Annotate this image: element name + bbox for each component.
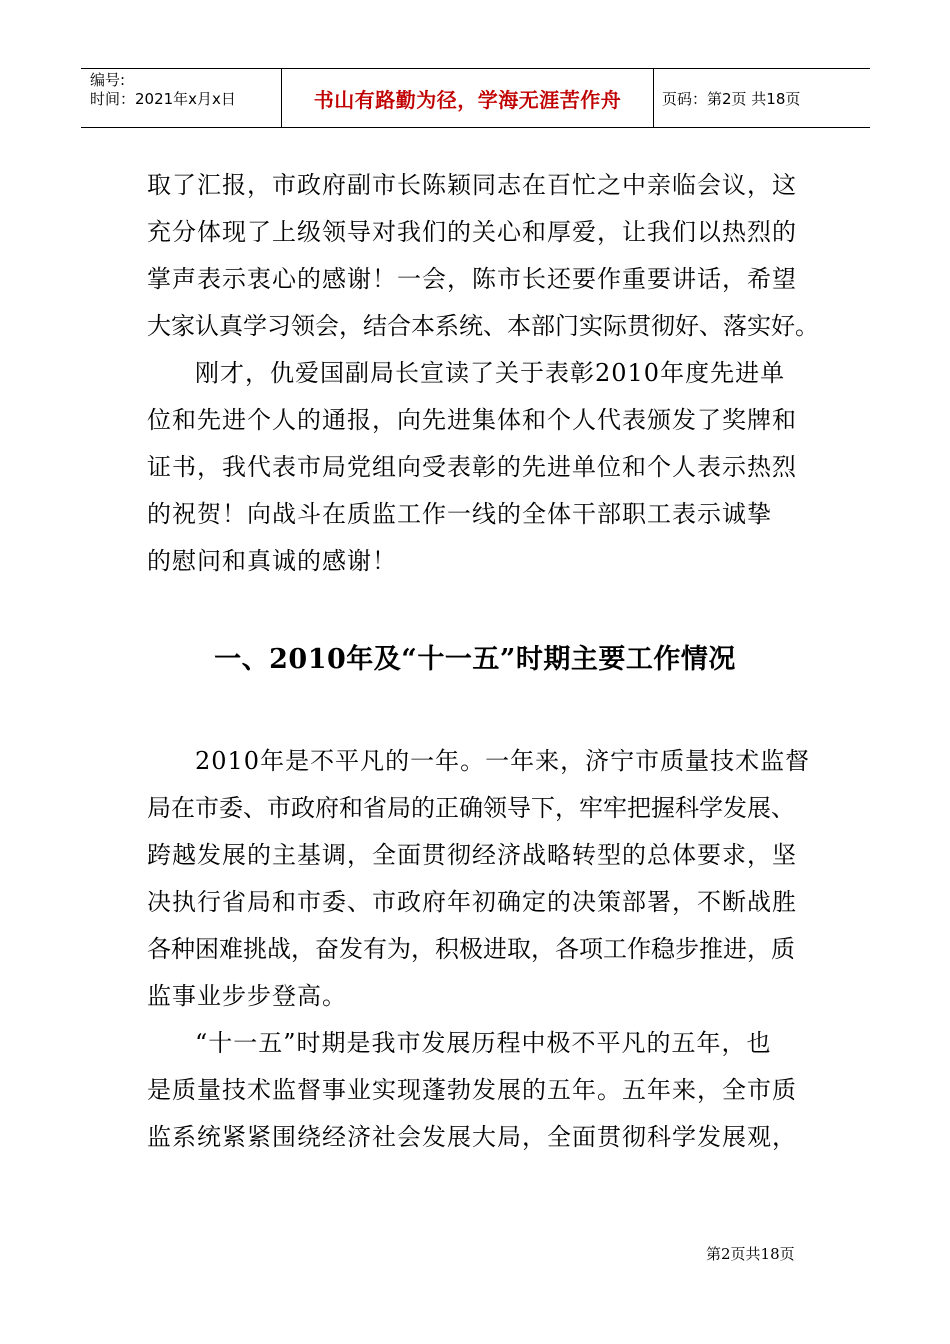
body-line: 证书，我代表市局党组向受表彰的先进单位和个人表示热烈 — [147, 453, 797, 481]
body-line: “十一五”时期是我市发展历程中极不平凡的五年，也 — [195, 1029, 772, 1057]
body-line: 是质量技术监督事业实现蓬勃发展的五年。五年来，全市质 — [147, 1076, 797, 1104]
body-line: 的慰问和真诚的感谢！ — [147, 547, 397, 575]
page-header-table — [81, 68, 870, 128]
header-info-cell — [81, 69, 282, 127]
body-line: 取了汇报，市政府副市长陈颖同志在百忙之中亲临会议，这 — [147, 171, 797, 199]
header-page-info: 页码：第2页 共18页 — [662, 89, 801, 108]
header-page-cell — [654, 69, 870, 127]
document-number-label: 编号: — [90, 71, 126, 89]
body-line: 充分体现了上级领导对我们的关心和厚爱，让我们以热烈的 — [147, 218, 797, 246]
body-line: 各种困难挑战，奋发有为，积极进取，各项工作稳步推进，质 — [147, 935, 795, 963]
body-line: 决执行省局和市委、市政府年初确定的决策部署，不断战胜 — [147, 888, 797, 916]
body-line: 监系统紧紧围绕经济社会发展大局，全面贯彻科学发展观， — [147, 1123, 797, 1151]
page-footer: 第2页共18页 — [706, 1245, 795, 1263]
body-line: 2010年是不平凡的一年。一年来，济宁市质量技术监督 — [195, 747, 811, 775]
body-line: 大家认真学习领会，结合本系统、本部门实际贯彻好、落实好。 — [147, 312, 819, 340]
body-line: 位和先进个人的通报，向先进集体和个人代表颁发了奖牌和 — [147, 406, 797, 434]
body-line: 监事业步步登高。 — [147, 982, 347, 1010]
document-date: 时间：2021年x月x日 — [90, 90, 236, 108]
header-motto: 书山有路勤为径，学海无涯苦作舟 — [313, 87, 622, 112]
body-section-2 — [147, 738, 812, 1161]
body-line: 的祝贺！向战斗在质监工作一线的全体干部职工表示诚挚 — [147, 500, 772, 528]
body-line: 掌声表示衷心的感谢！一会，陈市长还要作重要讲话，希望 — [147, 265, 797, 293]
body-line: 刚才，仇爱国副局长宣读了关于表彰2010年度先进单 — [195, 359, 786, 387]
body-line: 局在市委、市政府和省局的正确领导下，牢牢把握科学发展、 — [147, 794, 795, 822]
body-line: 跨越发展的主基调，全面贯彻经济战略转型的总体要求，坚 — [147, 841, 797, 869]
header-motto-cell — [282, 69, 654, 127]
section-heading: 一、2010年及“十一五”时期主要工作情况 — [214, 644, 736, 675]
body-section-1 — [147, 162, 819, 585]
